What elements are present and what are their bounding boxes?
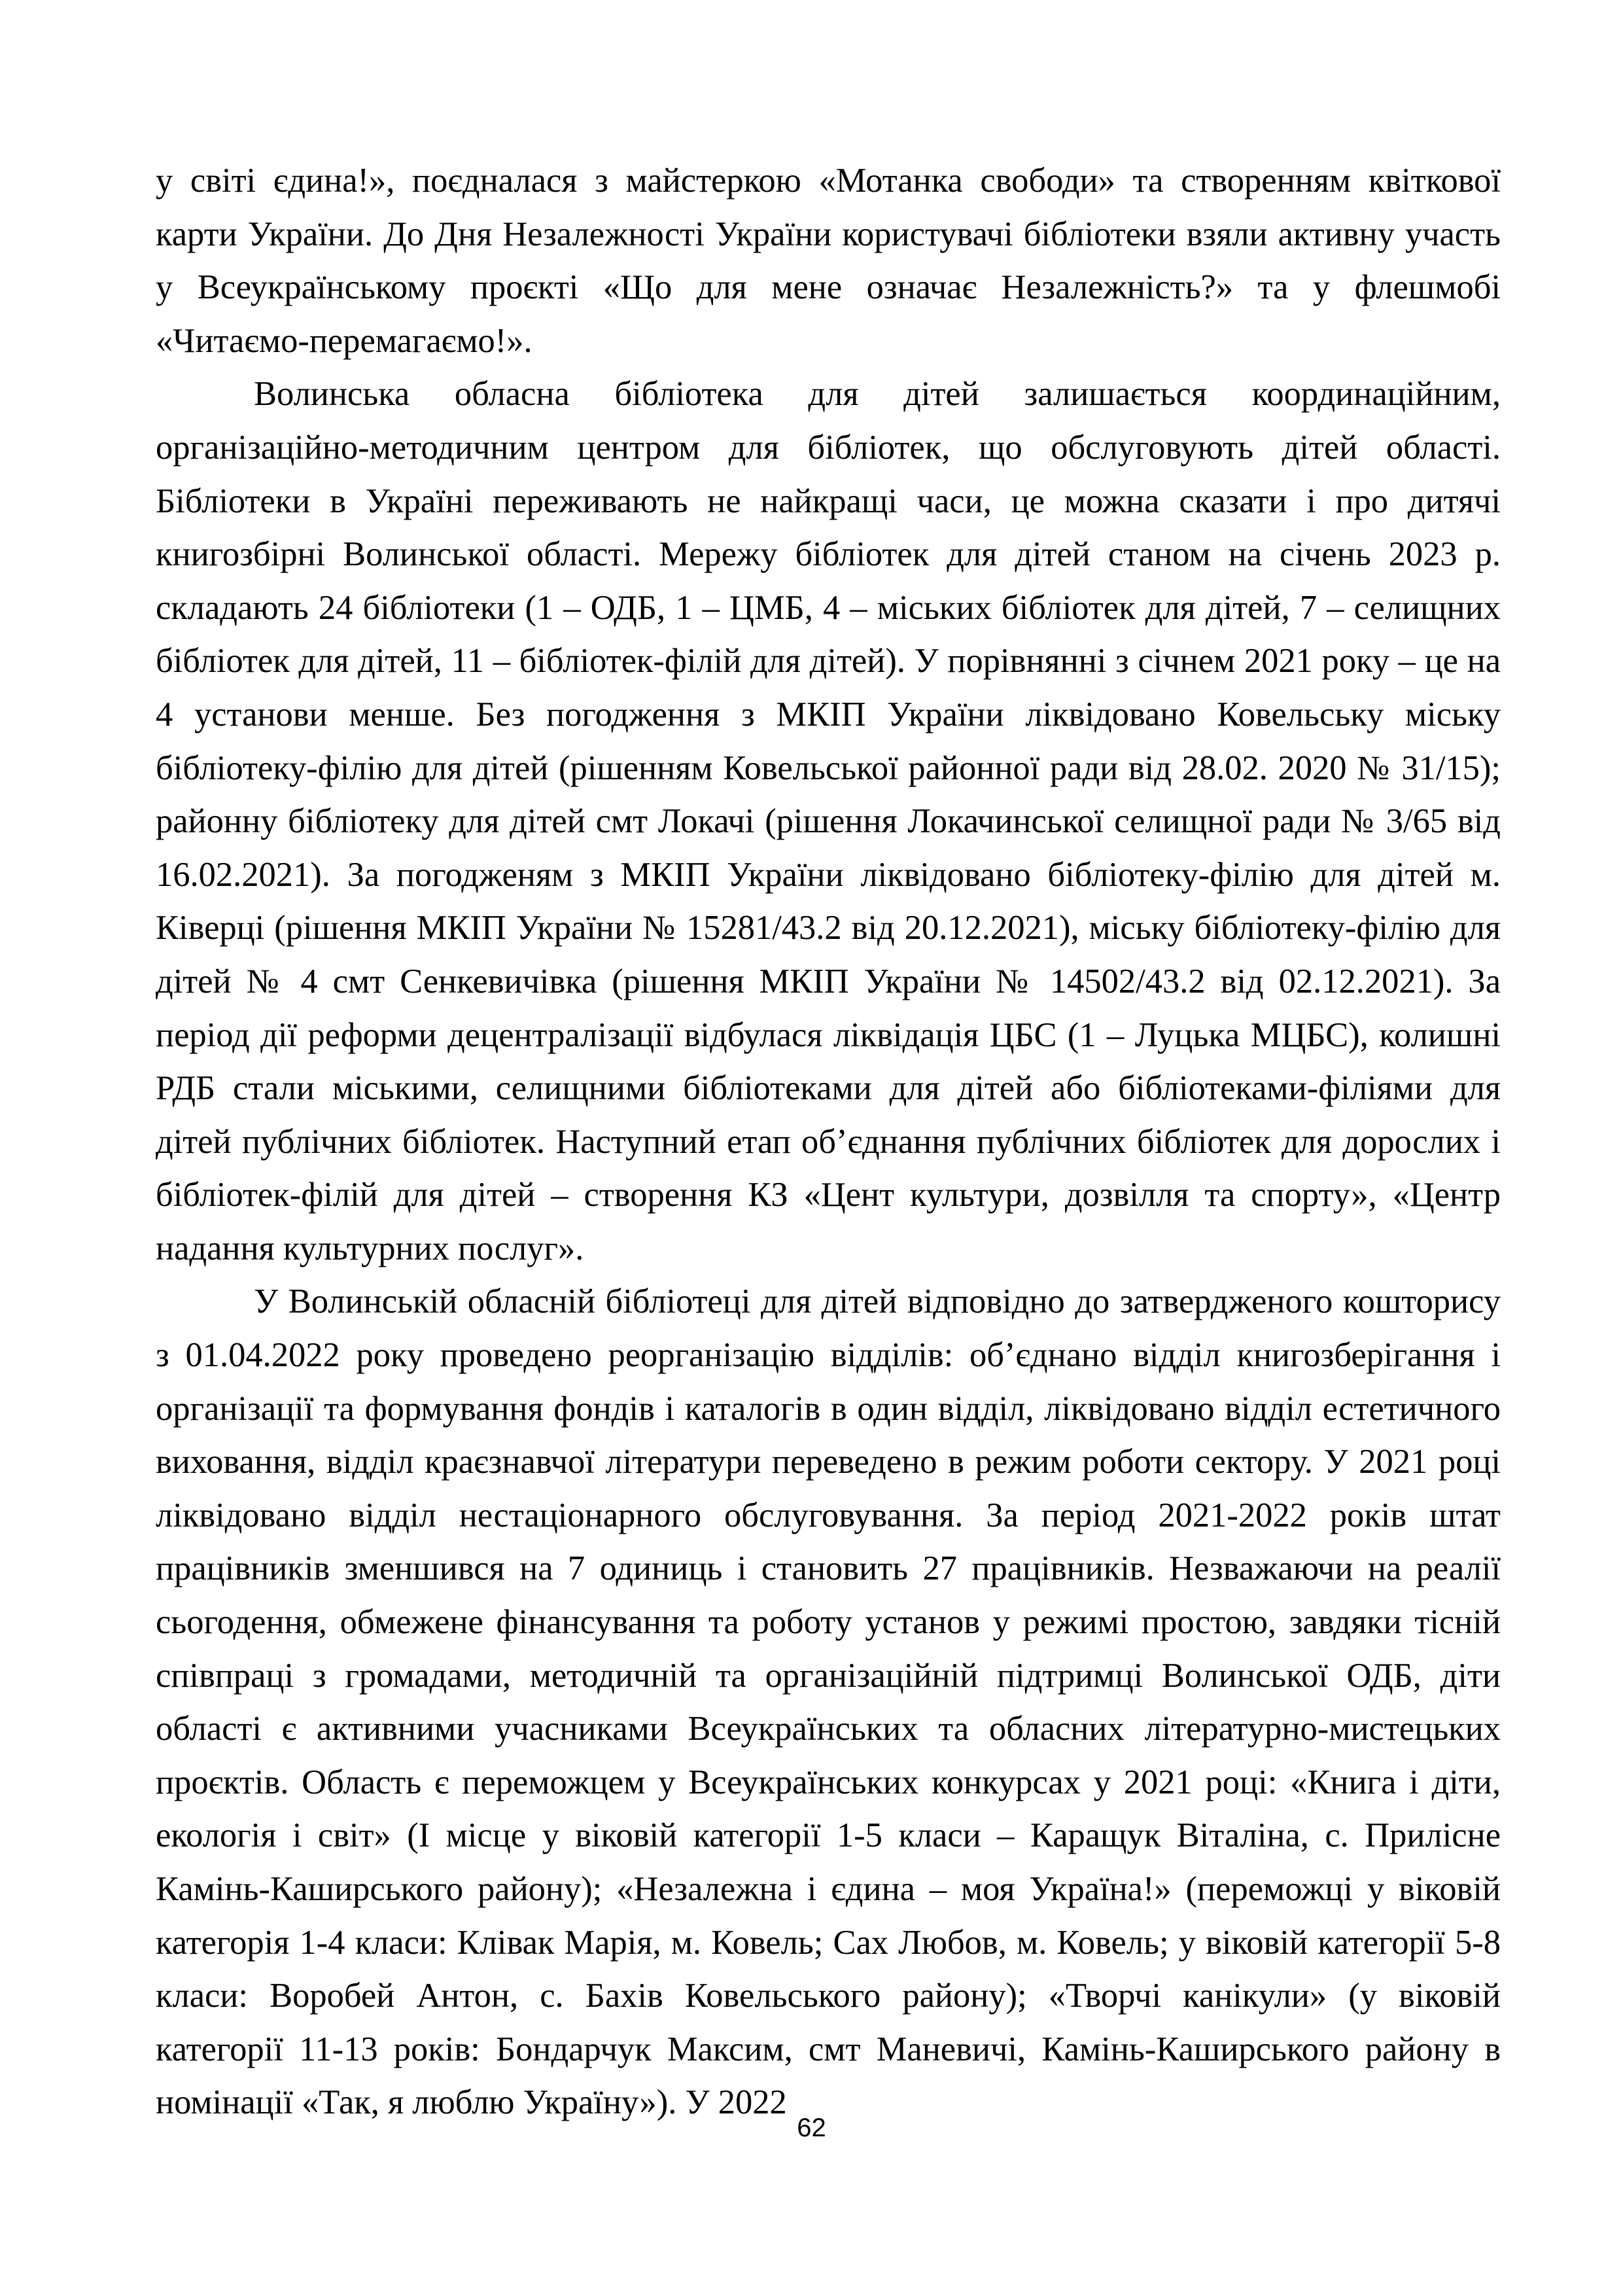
document-body [156,154,1501,2130]
page-number: 62 [797,2113,826,2142]
paragraph-library-network: Волинська обласна бібліотека для дітей залишається координаційним, організаційно-методичним центром для бібліотек, що обслуговують дітей області. Бібліотеки в Україні переживають не найкращі часи, це можна сказати і про дитячі книгозбірні Волинської області. Мережу бібліотек для дітей станом на січень 2023 р. складають 24 бібліотеки (1 – ОДБ, 1 – ЦМБ, 4 – міських бібліотек для дітей, 7 – селищних бібліотек для дітей, 11 – бібліотек-філій для дітей). У порівнянні з січнем 2021 року – це на 4 установи менше. Без погодження з МКІП України ліквідовано Ковельську міську бібліотеку-філію для дітей (рішенням Ковельської районної ради від 28.02. 2020 № 31/15); районну бібліотеку для дітей смт Локачі (рішення Локачинської селищної ради № 3/65 від 16.02.2021). За погодженям з МКІП України ліквідовано бібліотеку-філію для дітей м. Ківерці (рішення МКІП України № 15281/43.2 від 20.12.2021), міську бібліотеку-філію для дітей № 4 смт Сенкевичівка (рішення МКІП України № 14502/43.2 від 02.12.2021). За період дії реформи децентралізації відбулася ліквідація ЦБС (1 – Луцька МЦБС), колишні РДБ стали міськими, селищними бібліотеками для дітей або бібліотеками-філіями для дітей публічних бібліотек. Наступний етап об’єднання публічних бібліотек для дорослих і бібліотек-філій для дітей – створення КЗ «Цент культури, дозвілля та спорту», «Центр надання культурних послуг». [156,375,1501,1267]
paragraph-continuation: у світі єдина!», поєдналася з майстеркою «Мотанка свободи» та створенням квіткової карти України. До Дня Незалежності України користувачі бібліотеки взяли активну участь у Всеукраїнському проєкті «Що для мене означає Незалежність?» та у флешмобі «Читаємо-перемагаємо!». [156,162,1501,360]
paragraph-reorganization: У Волинській обласній бібліотеці для дітей відповідно до затвердженого кошторису з 01.04.2022 року проведено реорганізацію відділів: об’єднано відділ книгозберігання і організації та формування фондів і каталогів в один відділ, ліквідовано відділ естетичного виховання, відділ краєзнавчої літератури переведено в режим роботи сектору. У 2021 році ліквідовано відділ нестаціонарного обслуговування. За період 2021-2022 років штат працівників зменшився на 7 одиниць і становить 27 працівників. Незважаючи на реалії сьогодення, обмежене фінансування та роботу установ у режимі простою, завдяки тісній співпраці з громадами, методичній та організаційній підтримці Волинської ОДБ, діти області є активними учасниками Всеукраїнських та обласних літературно-мистецьких проєктів. Область є переможцем у Всеукраїнських конкурсах у 2021 році: «Книга і діти, екологія і світ» (І місце у віковій категорії 1-5 класи – Каращук Віталіна, с. Прилісне Камінь-Каширського району); «Незалежна і єдина – моя Україна!» (переможці у віковій категорія 1-4 класи: Клівак Марія, м. Ковель; Сах Любов, м. Ковель; у віковій категорії 5-8 класи: Воробей Антон, с. Бахів Ковельського району); «Творчі канікули» (у віковій категорії 11-13 років: Бондарчук Максим, смт Маневичі, Камінь-Каширського району в номінації «Так, я люблю Україну»). У 2022 [156,1282,1501,2122]
